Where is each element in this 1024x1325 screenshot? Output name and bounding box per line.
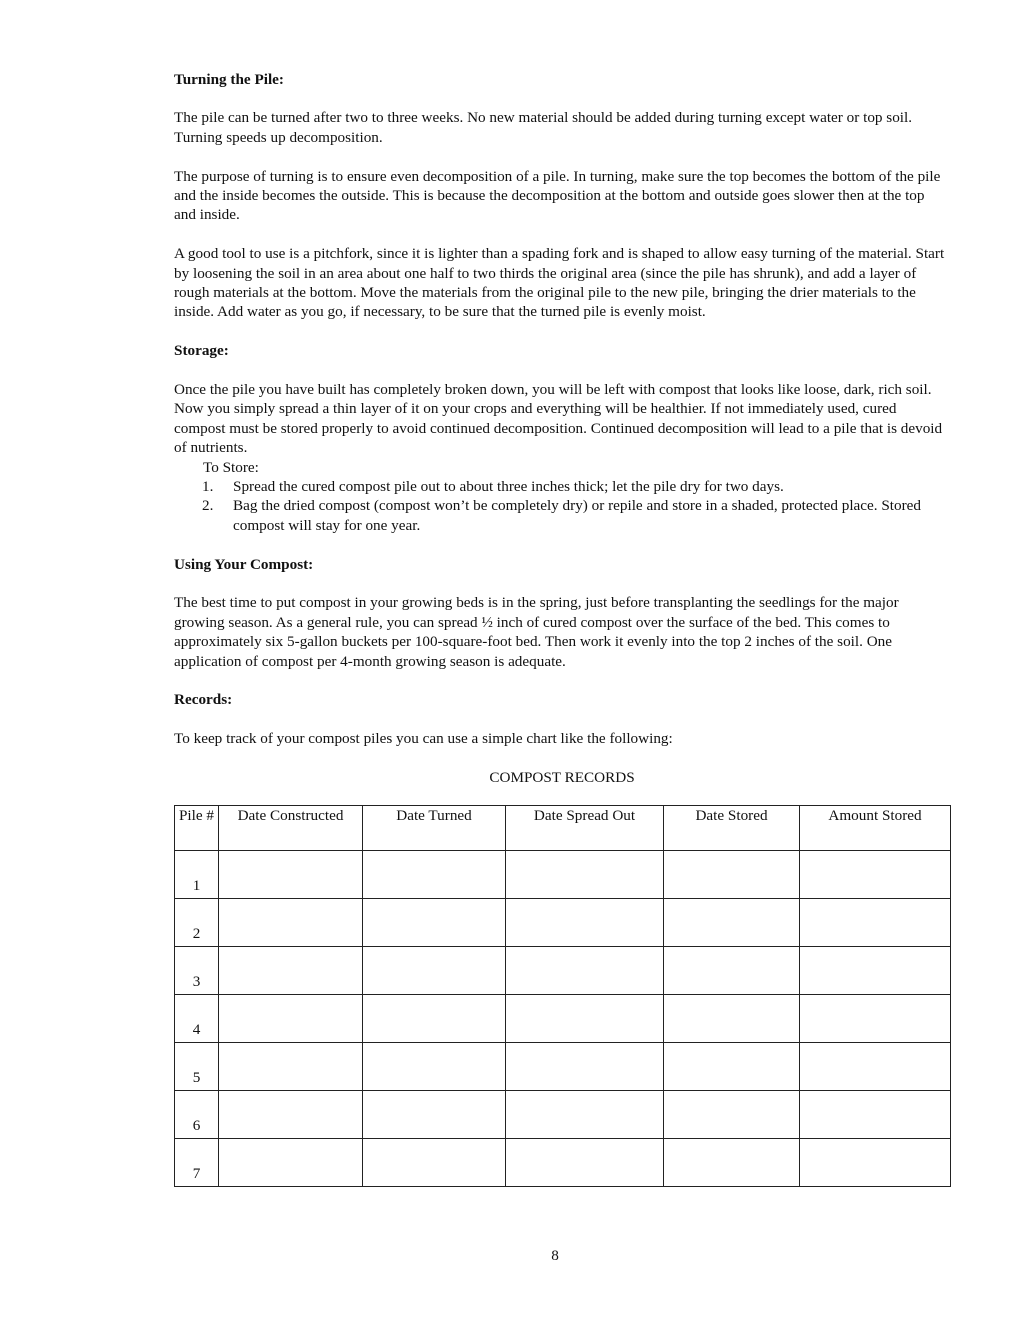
paragraph-turning-1: The pile can be turned after two to three weeks. No new material should be added during turning except water or top soil. Turning speeds up decomposition.	[174, 109, 913, 146]
list-item	[174, 477, 950, 496]
paragraph-turning-2: The purpose of turning is to ensure even decomposition of a pile. In turning, make sure the top becomes the bottom of the pile and the inside becomes the outside. This is because the decomposition at the bottom and outside goes slower then at the top and inside.	[174, 167, 941, 224]
pile-number-cell: 2	[175, 899, 219, 947]
table-row	[175, 1043, 951, 1091]
paragraph-using: The best time to put compost in your growing beds is in the spring, just before transplanting the seedlings for the major growing season. As a general rule, you can spread ½ inch of cured compost over the surface of the bed. This comes to approximately six 5-gallon buckets per 100-square-foot bed. Then work it evenly into the top 2 inches of the soil. One application of compost per 4-month growing season is adequate.	[174, 594, 899, 670]
empty-record-cell	[219, 851, 363, 899]
column-header-date-stored: Date Stored	[664, 806, 800, 851]
heading-turning: Turning the Pile:	[174, 71, 284, 88]
empty-record-cell	[800, 851, 951, 899]
empty-record-cell	[506, 1043, 664, 1091]
pile-number-cell: 3	[175, 947, 219, 995]
empty-record-cell	[664, 899, 800, 947]
list-item	[174, 496, 950, 535]
empty-record-cell	[219, 1091, 363, 1139]
table-row	[175, 851, 951, 899]
document-page	[174, 70, 950, 1187]
empty-record-cell	[664, 947, 800, 995]
empty-record-cell	[363, 1043, 506, 1091]
column-header-date-turned: Date Turned	[363, 806, 506, 851]
empty-record-cell	[664, 995, 800, 1043]
heading-using: Using Your Compost:	[174, 555, 314, 573]
list-text: Bag the dried compost (compost won’t be completely dry) or repile and store in a shaded, protected place. Stored compost will stay for one year.	[233, 497, 922, 534]
table-header-row	[175, 806, 951, 851]
page-number: 8	[551, 1247, 559, 1264]
empty-record-cell	[219, 995, 363, 1043]
to-store-label: To Store:	[203, 458, 259, 476]
empty-record-cell	[506, 995, 664, 1043]
table-row	[175, 995, 951, 1043]
column-header-pile: Pile #	[175, 806, 219, 851]
empty-record-cell	[800, 899, 951, 947]
empty-record-cell	[363, 1139, 506, 1187]
paragraph-storage: Once the pile you have built has completely broken down, you will be left with compost that looks like loose, dark, rich soil. Now you simply spread a thin layer of it on your crops and everything will be healthier. If not immediately used, cured compost must be stored properly to avoid continued decomposition. Continued decomposition will lead to a pile that is devoid of nutrients.	[174, 381, 943, 457]
empty-record-cell	[506, 851, 664, 899]
paragraph-records: To keep track of your compost piles you can use a simple chart like the following:	[174, 730, 673, 748]
column-header-amount-stored: Amount Stored	[800, 806, 951, 851]
empty-record-cell	[219, 947, 363, 995]
empty-record-cell	[664, 1091, 800, 1139]
list-number: 1.	[202, 478, 214, 496]
empty-record-cell	[219, 1043, 363, 1091]
table-title: COMPOST RECORDS	[489, 769, 635, 787]
empty-record-cell	[363, 851, 506, 899]
empty-record-cell	[664, 851, 800, 899]
empty-record-cell	[506, 947, 664, 995]
empty-record-cell	[506, 1139, 664, 1187]
empty-record-cell	[664, 1043, 800, 1091]
empty-record-cell	[800, 995, 951, 1043]
empty-record-cell	[800, 1139, 951, 1187]
pile-number-cell: 5	[175, 1043, 219, 1091]
heading-records: Records:	[174, 691, 233, 709]
pile-number-cell: 6	[175, 1091, 219, 1139]
empty-record-cell	[506, 1091, 664, 1139]
column-header-date-constructed: Date Constructed	[219, 806, 363, 851]
column-header-date-spread-out: Date Spread Out	[506, 806, 664, 851]
pile-number-cell: 4	[175, 995, 219, 1043]
empty-record-cell	[363, 899, 506, 947]
empty-record-cell	[219, 1139, 363, 1187]
table-row	[175, 899, 951, 947]
storage-steps	[174, 477, 950, 535]
empty-record-cell	[506, 899, 664, 947]
heading-storage: Storage:	[174, 342, 229, 360]
empty-record-cell	[800, 1091, 951, 1139]
list-number: 2.	[202, 497, 214, 515]
paragraph-turning-3: A good tool to use is a pitchfork, since it is lighter than a spading fork and is shaped to allow easy turning of the material. Start by loosening the soil in an area about one half to two thirds the original area (since the pile has shrunk), and add a layer of rough materials at the bottom. Move the materials from the original pile to the new pile, bringing the drier materials to the inside. Add water as you go, if necessary, to be sure that the turned pile is evenly moist.	[174, 245, 945, 321]
empty-record-cell	[363, 947, 506, 995]
table-row	[175, 947, 951, 995]
empty-record-cell	[363, 995, 506, 1043]
compost-records-table	[174, 805, 951, 1187]
pile-number-cell: 1	[175, 851, 219, 899]
empty-record-cell	[664, 1139, 800, 1187]
empty-record-cell	[800, 947, 951, 995]
empty-record-cell	[363, 1091, 506, 1139]
pile-number-cell: 7	[175, 1139, 219, 1187]
table-row	[175, 1139, 951, 1187]
empty-record-cell	[219, 899, 363, 947]
empty-record-cell	[800, 1043, 951, 1091]
list-text: Spread the cured compost pile out to about three inches thick; let the pile dry for two days.	[233, 478, 784, 496]
table-row	[175, 1091, 951, 1139]
